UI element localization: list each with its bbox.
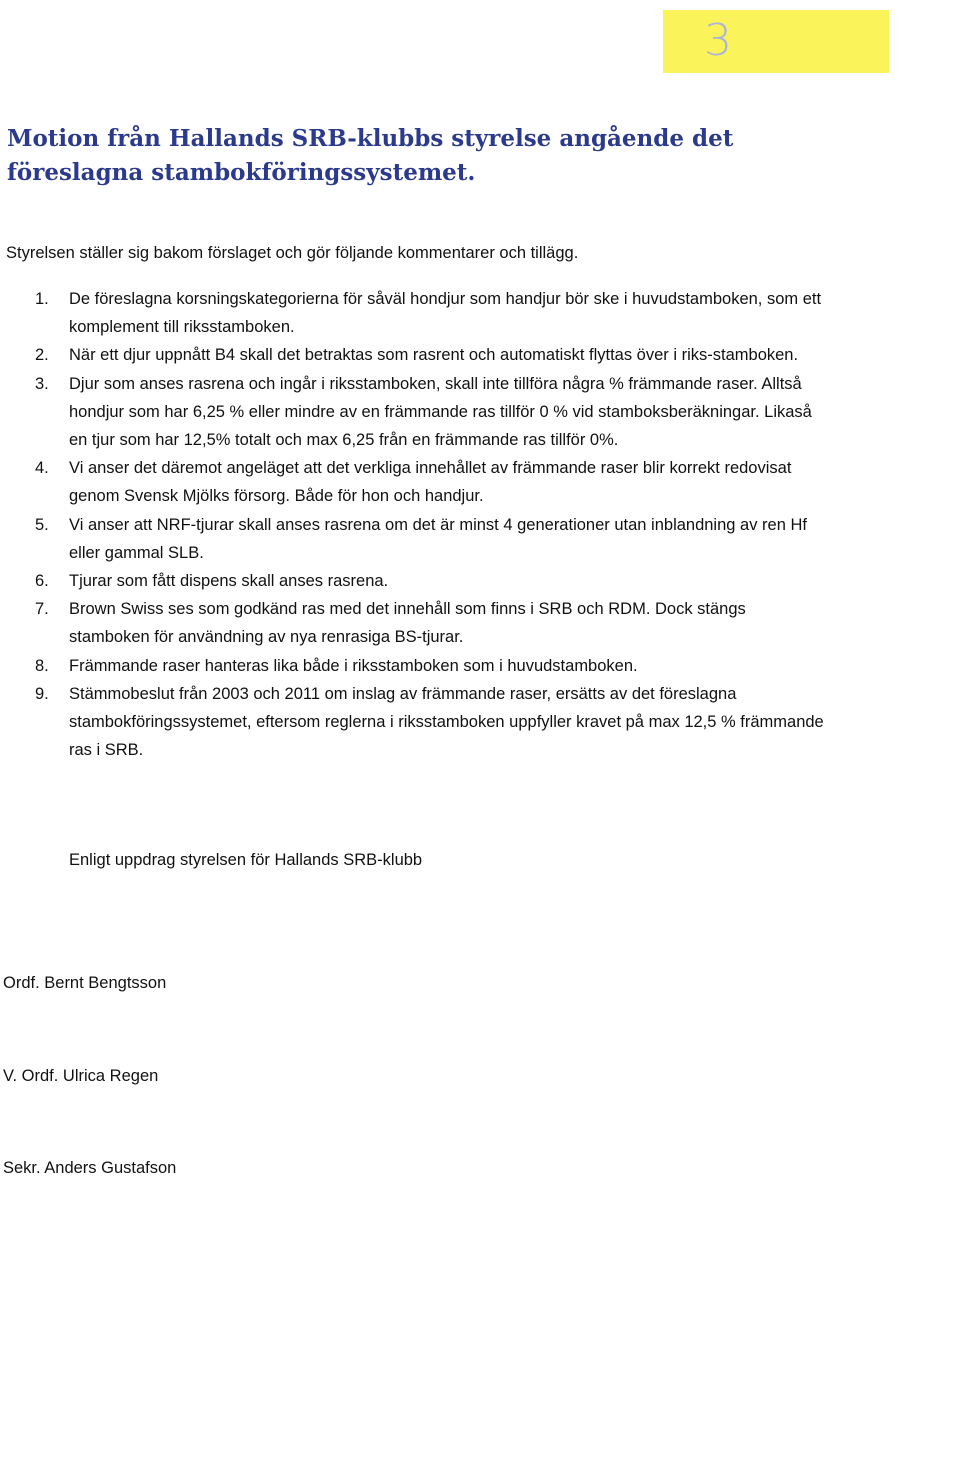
list-item-text: När ett djur uppnått B4 skall det betraktas som rasrent och automatiskt flyttas över i riks-stamboken.: [69, 346, 799, 365]
list-item: [30, 680, 830, 765]
signature-vice-chair: V. Ordf. Ulrica Regen: [3, 1067, 159, 1085]
list-item: [30, 285, 830, 341]
list-item: [30, 454, 830, 510]
list-item: [30, 567, 830, 595]
list-item-number: 3.: [35, 374, 49, 393]
list-item-text: De föreslagna korsningskategorierna för såväl hondjur som handjur bör ske i huvudstamboken, som ett komplement till riksstamboken.: [69, 290, 822, 337]
list-item-number: 6.: [35, 572, 49, 591]
list-item-text: Vi anser det däremot angeläget att det verkliga innehållet av främmande raser blir korrekt redovisat genom Svensk Mjölks försorg. Både för hon och handjur.: [69, 459, 792, 506]
points-list: [30, 285, 830, 764]
document-title: Motion från Hallands SRB-klubbs styrelse angående det föreslagna stambokföringssystemet.: [7, 125, 734, 186]
intro-paragraph: Styrelsen ställer sig bakom förslaget och gör följande kommentarer och tillägg.: [6, 244, 579, 262]
list-item-text: Främmande raser hanteras lika både i riksstamboken som i huvudstamboken.: [69, 656, 638, 675]
handwritten-page-number: 3: [704, 15, 732, 66]
list-item: [30, 511, 830, 567]
signature-chair: Ordf. Bernt Bengtsson: [3, 974, 167, 992]
list-item: [30, 341, 830, 369]
list-item-text: Tjurar som fått dispens skall anses rasrena.: [69, 572, 389, 591]
list-item-number: 9.: [35, 684, 49, 703]
list-item: [30, 370, 830, 455]
list-item-number: 1.: [35, 290, 49, 308]
list-item: [30, 652, 830, 680]
list-item-number: 8.: [35, 656, 49, 675]
list-item-number: 4.: [35, 459, 49, 478]
list-item-number: 5.: [35, 515, 49, 534]
list-item-number: 2.: [35, 346, 49, 365]
list-item-text: Djur som anses rasrena och ingår i riksstamboken, skall inte tillföra några % främmande raser. Alltså hondjur som har 6,25 % eller mindre av en främmande ras tillför 0 % vid stamboksberäkningar. Likaså en tjur som har 12,5% totalt och max 6,25 från en främmande ras tillför 0%.: [69, 374, 812, 450]
sticky-note: [663, 10, 889, 73]
list-item: [30, 595, 830, 651]
closing-line: Enligt uppdrag styrelsen för Hallands SRB-klubb: [69, 851, 423, 869]
list-item-text: Vi anser att NRF-tjurar skall anses rasrena om det är minst 4 generationer utan inblandning av ren Hf eller gammal SLB.: [69, 515, 807, 562]
signature-secretary: Sekr. Anders Gustafson: [3, 1159, 177, 1177]
list-item-number: 7.: [35, 600, 49, 619]
list-item-text: Stämmobeslut från 2003 och 2011 om inslag av främmande raser, ersätts av det föreslagna stambokföringssystemet, eftersom reglerna i riksstamboken uppfyller kravet på max 12,5 % främmande ras i SRB.: [69, 684, 824, 760]
list-item-text: Brown Swiss ses som godkänd ras med det innehåll som finns i SRB och RDM. Dock stängs stamboken för användning av nya renrasiga BS-tjurar.: [69, 600, 746, 647]
